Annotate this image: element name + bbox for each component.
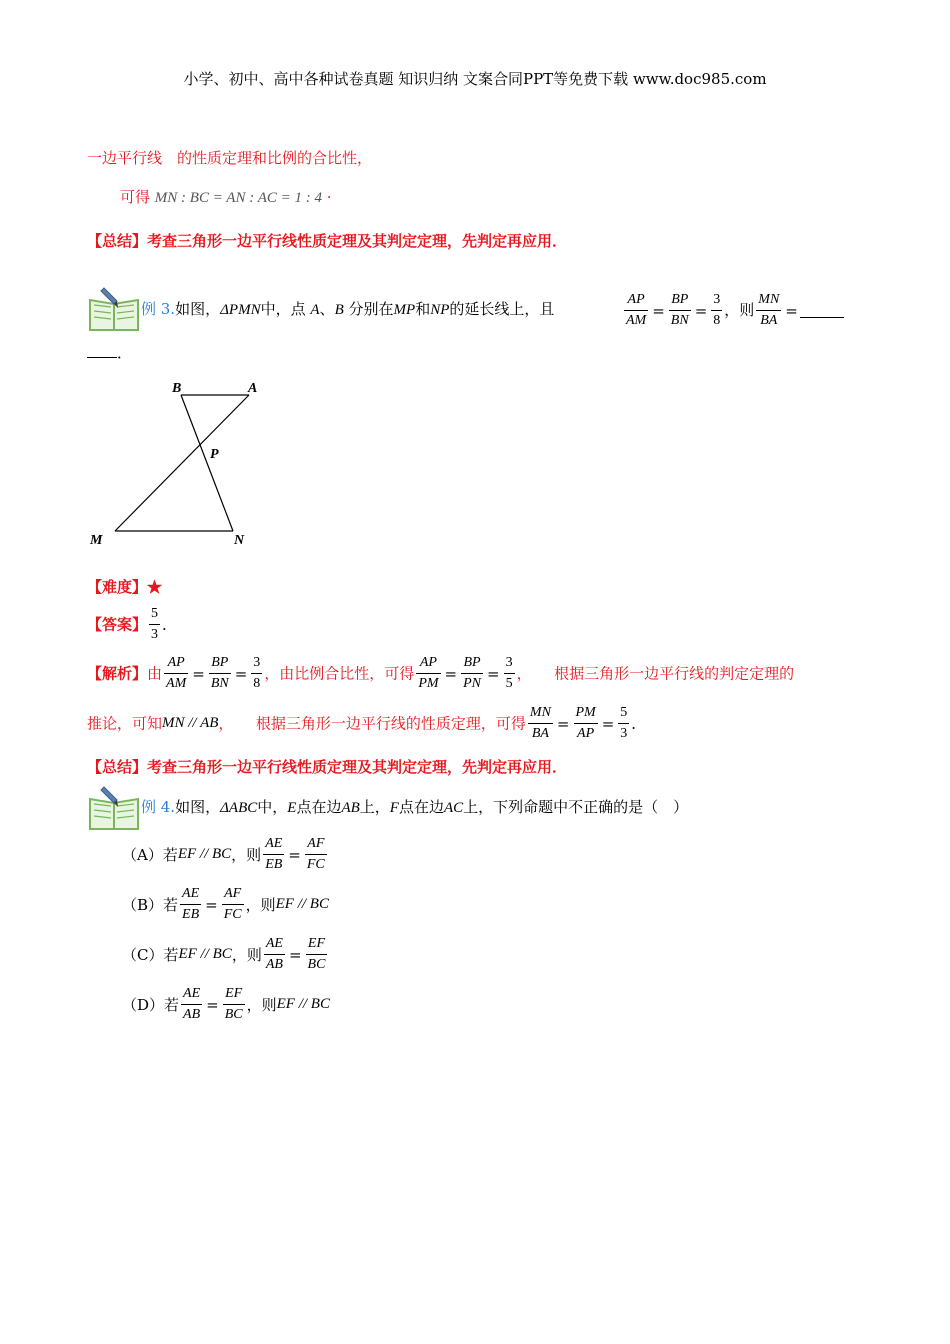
ex3-sep: 、: [319, 300, 335, 318]
ex3-text-a: 如图，: [175, 300, 221, 318]
ex3-point-b: B: [334, 302, 344, 318]
label-m: M: [90, 533, 103, 548]
page-header: 小学、初中、高中各种试卷真题 知识归纳 文案合同PPT等免费下载 www.doc985.com: [183, 70, 767, 88]
star-icon: ★: [147, 578, 163, 596]
cont-line-2-prefix: 可得: [120, 188, 151, 206]
ex4-label: 例 4.: [141, 798, 176, 816]
summary-2: 【总结】考查三角形一边平行线性质定理及其判定定理，先判定再应用．: [87, 758, 568, 776]
ex3-then: ，则: [724, 301, 755, 319]
cont-line-2: [120, 186, 332, 209]
option-a[interactable]: （A）若EF // BC，则 $\frac{AE}{EB}$ = $\frac{AF}{FC}$: [122, 836, 325, 872]
answer: 【答案】 $\frac{5}{3}$ ．: [87, 604, 177, 645]
ex3-np: NP: [430, 302, 450, 318]
book-pencil-icon: [87, 785, 141, 833]
frac-bp-bn: $\frac{BP}{BN}$: [670, 292, 689, 328]
ex3-point-a: A: [310, 302, 320, 318]
ex3-question: [141, 298, 554, 321]
summary-tag: 【总结】: [87, 232, 148, 250]
cont-line-2-end: ·: [326, 188, 332, 206]
ex3-text-c: 分别在: [348, 300, 394, 318]
segment-bn: [181, 395, 233, 531]
label-p: P: [210, 447, 219, 462]
frac-ap-am: $\frac{AP}{AM}$: [626, 292, 647, 328]
option-d[interactable]: （D）若 $\frac{AE}{AB}$ = $\frac{EF}{BC}$ ，则EF // BC: [122, 986, 330, 1022]
analysis-line-1: 【解析】由 $\frac{AP}{AM}$ = $\frac{BP}{BN}$ = $\frac{3}{8}$ ，由比例合比性，可得 $\frac{AP}{PM}$ = $\frac{BP}{PN}$ = $\frac{3}{5}$ ， 根据三角形一边平行线的判定定理的: [87, 655, 795, 691]
answer-blank-cont: ．: [87, 342, 132, 364]
label-a: A: [248, 381, 258, 396]
ex3-label: 例 3.: [141, 300, 176, 318]
label-b: B: [172, 381, 182, 396]
summary-text: 考查三角形一边平行线性质定理及其判定定理，先判定再应用．: [147, 232, 568, 250]
ex3-triangle: ΔPMN: [220, 302, 261, 318]
frac-3-8: $\frac{3}{8}$: [713, 292, 721, 328]
ex3-diagram: [85, 375, 258, 550]
frac-mn-ba: $\frac{MN}{BA}$: [758, 292, 780, 328]
summary-1: [87, 230, 567, 252]
book-pencil-icon: [87, 286, 141, 334]
cont-ratio-math: MN : BC = AN : AC = 1 : 4: [154, 190, 322, 206]
ex3-and: 和: [415, 300, 431, 318]
option-c[interactable]: （C）若EF // BC，则 $\frac{AE}{AB}$ = $\frac{EF}{BC}$: [122, 936, 326, 972]
difficulty: 【难度】★: [87, 578, 163, 596]
analysis-line-2: 推论，可知MN // AB， 根据三角形一边平行线的性质定理，可得 $\frac{MN}{BA}$ = $\frac{PM}{AP}$ = $\frac{5}{3}$ ．: [87, 705, 647, 741]
ex3-mp: MP: [393, 302, 416, 318]
ex3-given-ratio: $\frac{AP}{AM}$ = $\frac{BP}{BN}$ = $\frac{3}{8}$ ，则 $\frac{MN}{BA}$ =: [622, 290, 844, 331]
ex3-text-d: 的延长线上，且: [449, 300, 555, 318]
option-b[interactable]: （B）若 $\frac{AE}{EB}$ = $\frac{AF}{FC}$ ，则EF // BC: [122, 886, 329, 922]
segment-am: [115, 395, 249, 531]
ex4-question: 例 4.如图，ΔABC中，E点在边AB上，F点在边AC上，下列命题中不正确的是（ ）: [141, 798, 689, 816]
label-n: N: [234, 533, 245, 548]
answer-blank: [800, 303, 844, 318]
answer-frac: $\frac{5}{3}$: [151, 606, 159, 642]
cont-line-1: 一边平行线 的性质定理和比例的合比性，: [87, 149, 373, 167]
ex3-text-b: 中，点: [260, 300, 306, 318]
